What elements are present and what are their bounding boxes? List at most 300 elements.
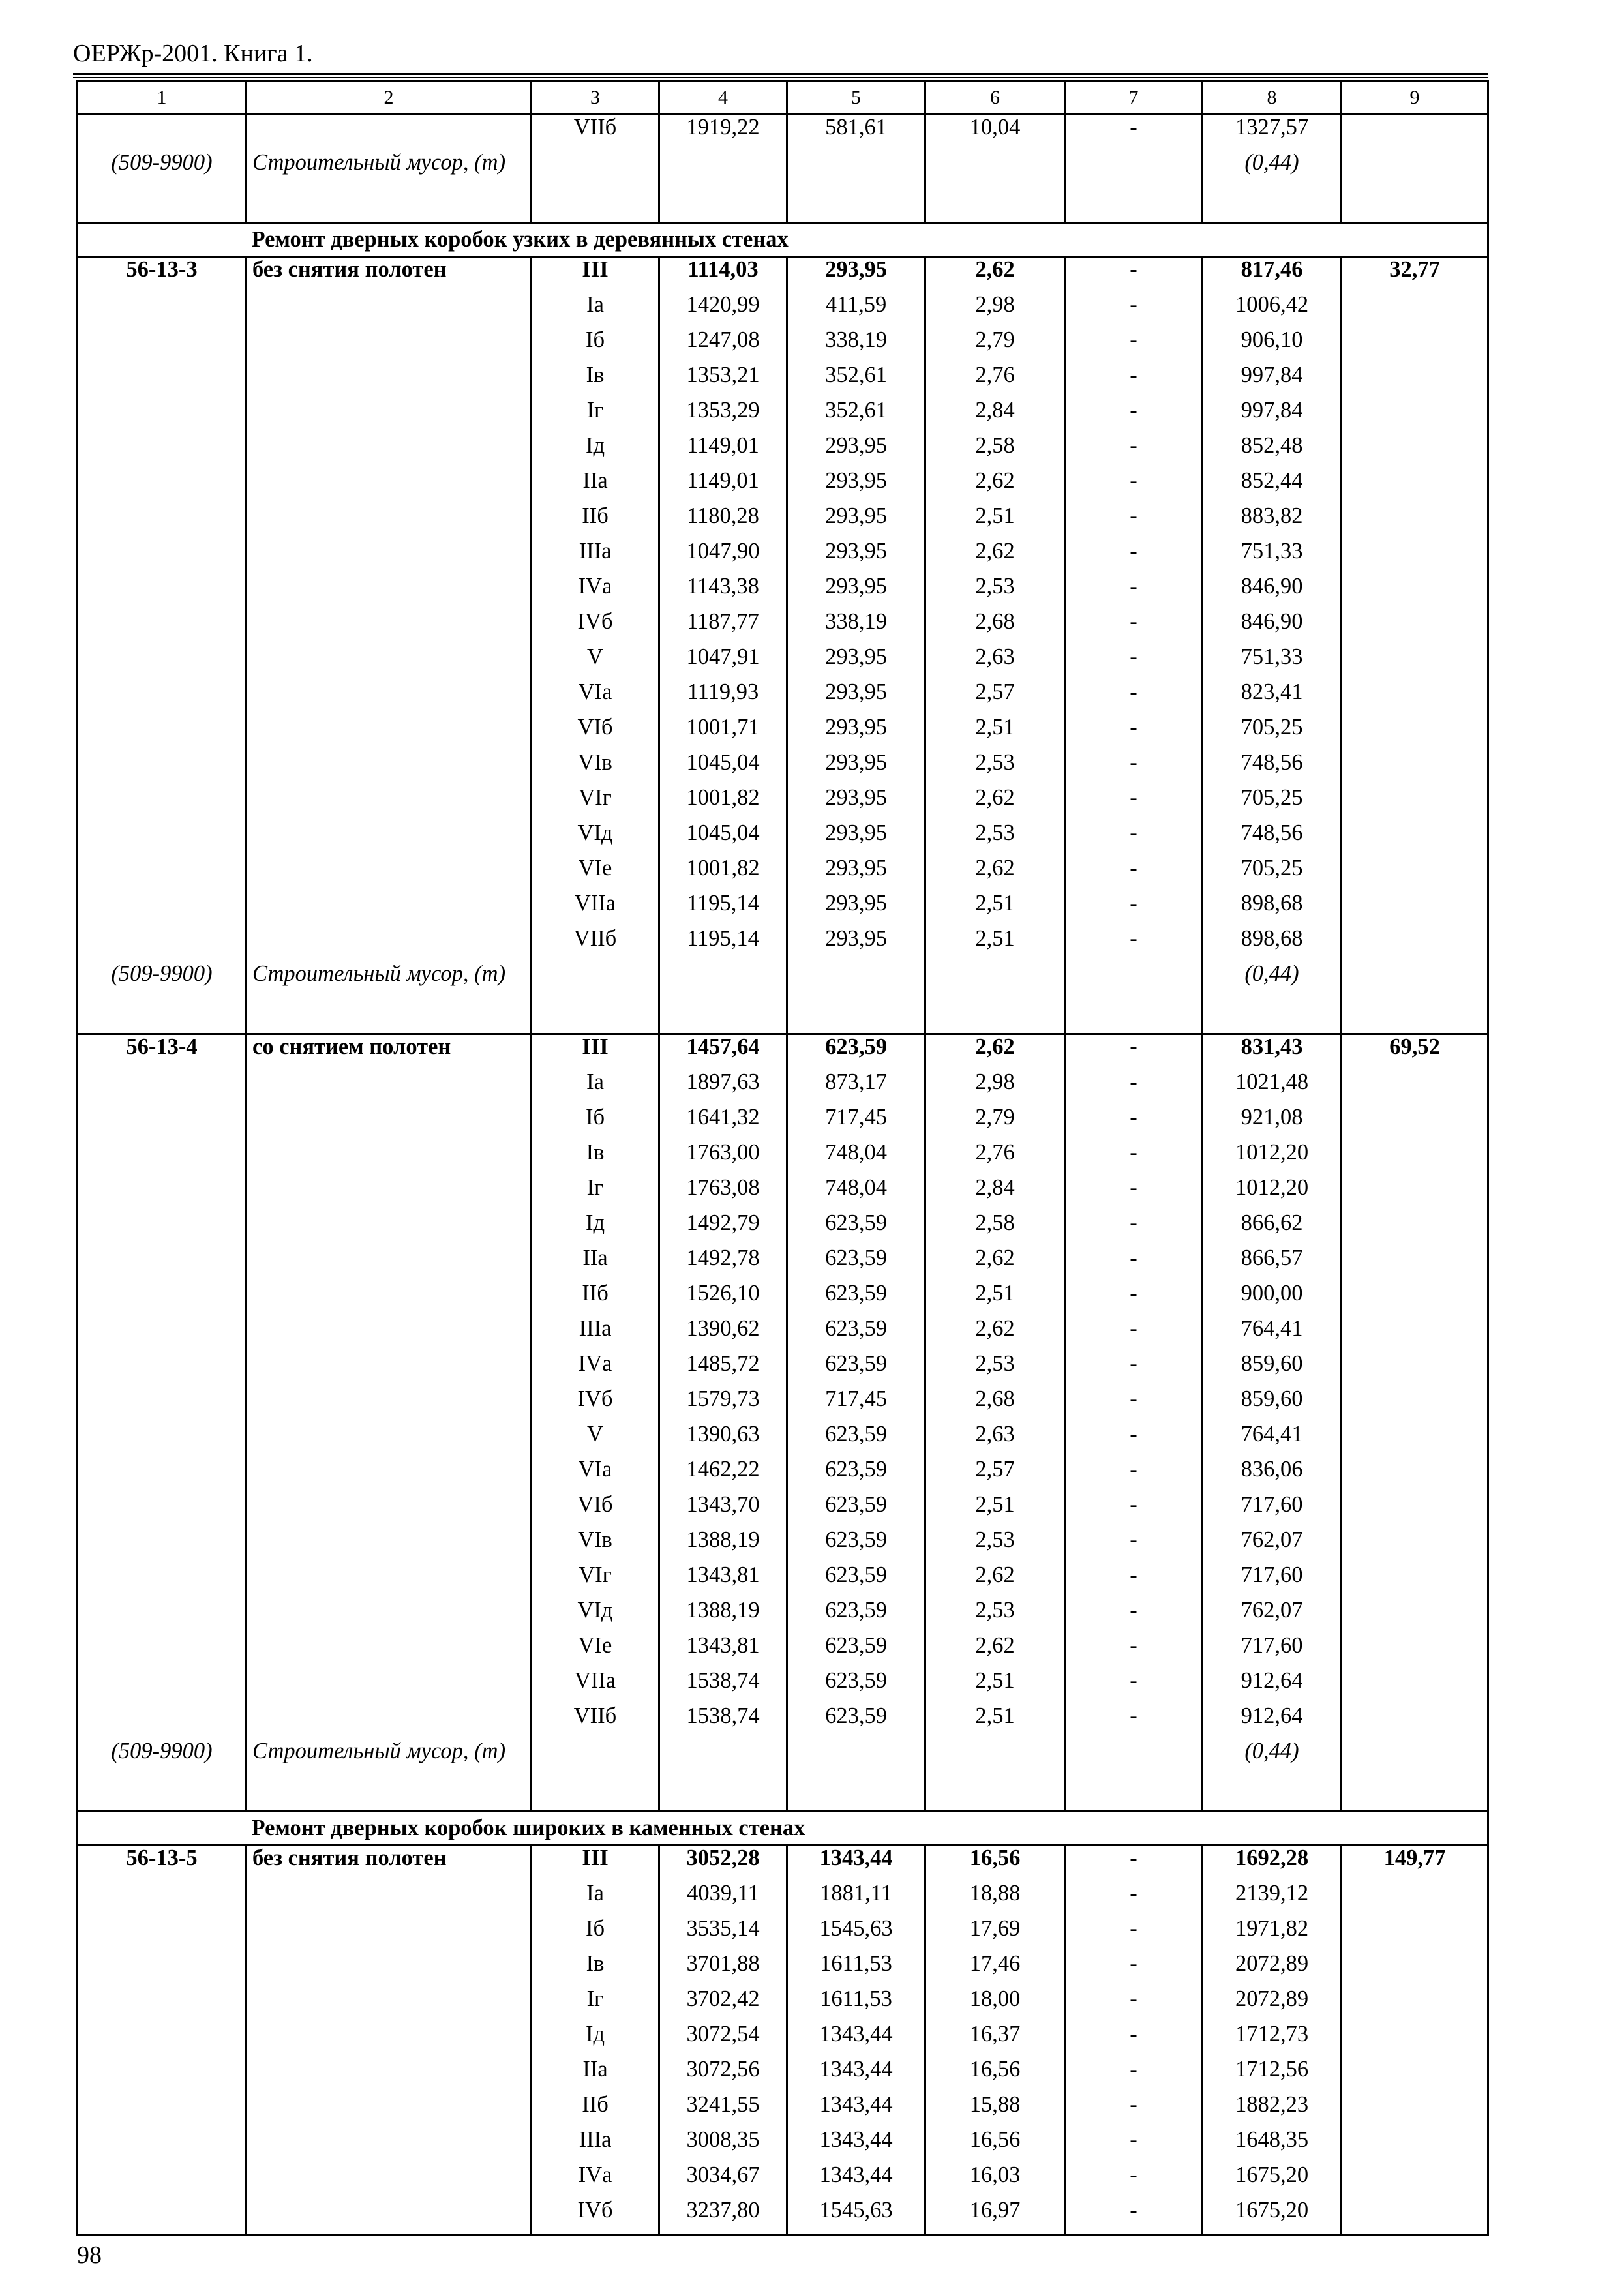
col-number: 4 [659, 82, 787, 115]
zone-cell: IVб [532, 610, 659, 645]
machinist-wage-cell: - [1065, 1070, 1203, 1105]
col-number: 9 [1342, 82, 1488, 115]
machinist-wage-cell: - [1065, 257, 1203, 293]
item-name [247, 2057, 532, 2093]
direct-cost-cell: 3701,88 [659, 1952, 787, 1987]
item-name [247, 398, 532, 434]
machinist-wage-cell: - [1065, 2163, 1203, 2198]
zone-cell: III [532, 257, 659, 293]
item-name [247, 1422, 532, 1458]
machinist-wage-cell: - [1065, 645, 1203, 680]
table-row [78, 610, 1488, 645]
materials-cell: 1327,57 [1203, 115, 1342, 151]
item-name [247, 293, 532, 328]
item-code [78, 1598, 247, 1634]
machinist-wage-cell: - [1065, 1634, 1203, 1669]
direct-cost-cell: 1388,19 [659, 1528, 787, 1563]
wage-cell: 623,59 [787, 1317, 925, 1352]
section-title: Ремонт дверных коробок узких в деревянных стенах [247, 223, 1488, 257]
machine-cell: 2,68 [925, 1387, 1065, 1422]
table-row [78, 786, 1488, 821]
col-number: 2 [247, 82, 532, 115]
empty-cell [925, 151, 1065, 223]
item-code [78, 715, 247, 751]
labor-cost-cell [1342, 1952, 1488, 1987]
machine-cell: 2,53 [925, 1352, 1065, 1387]
machinist-wage-cell: - [1065, 1422, 1203, 1458]
materials-cell: 751,33 [1203, 645, 1342, 680]
machine-cell: 10,04 [925, 115, 1065, 151]
machine-cell: 2,53 [925, 575, 1065, 610]
machinist-wage-cell: - [1065, 1917, 1203, 1952]
table-row [78, 1987, 1488, 2022]
item-code [78, 328, 247, 363]
materials-cell: 2072,89 [1203, 1987, 1342, 2022]
wage-cell: 293,95 [787, 751, 925, 786]
machinist-wage-cell: - [1065, 2057, 1203, 2093]
direct-cost-cell: 1763,00 [659, 1141, 787, 1176]
table-body [78, 82, 1488, 2235]
machine-cell: 18,00 [925, 1987, 1065, 2022]
item-code [78, 2128, 247, 2163]
zone-cell: VIг [532, 1563, 659, 1598]
wage-cell: 1343,44 [787, 2128, 925, 2163]
direct-cost-cell: 1045,04 [659, 821, 787, 856]
direct-cost-cell: 3072,56 [659, 2057, 787, 2093]
zone-cell: IVа [532, 2163, 659, 2198]
item-code [78, 1352, 247, 1387]
materials-cell: 1648,35 [1203, 2128, 1342, 2163]
machinist-wage-cell: - [1065, 1563, 1203, 1598]
wage-cell: 293,95 [787, 434, 925, 469]
labor-cost-cell [1342, 1917, 1488, 1952]
section-empty-cell [78, 223, 247, 257]
machinist-wage-cell: - [1065, 891, 1203, 927]
item-code [78, 1211, 247, 1246]
materials-cell: 859,60 [1203, 1387, 1342, 1422]
machine-cell: 2,51 [925, 1669, 1065, 1704]
materials-cell: 836,06 [1203, 1458, 1342, 1493]
labor-cost-cell [1342, 434, 1488, 469]
item-code [78, 1528, 247, 1563]
zone-cell: V [532, 1422, 659, 1458]
materials-cell: 764,41 [1203, 1317, 1342, 1352]
zone-cell: Iб [532, 328, 659, 363]
direct-cost-cell: 1353,29 [659, 398, 787, 434]
machinist-wage-cell: - [1065, 2128, 1203, 2163]
materials-cell: 1675,20 [1203, 2198, 1342, 2235]
machine-cell: 2,53 [925, 751, 1065, 786]
empty-cell [787, 1739, 925, 1812]
direct-cost-cell: 1897,63 [659, 1070, 787, 1105]
zone-cell: IIа [532, 469, 659, 504]
materials-cell: 1012,20 [1203, 1176, 1342, 1211]
machine-cell: 2,62 [925, 1563, 1065, 1598]
labor-cost-cell [1342, 680, 1488, 715]
labor-cost-cell [1342, 2198, 1488, 2235]
direct-cost-cell: 1457,64 [659, 1034, 787, 1071]
materials-cell: 912,64 [1203, 1669, 1342, 1704]
trash-label-text: Строительный мусор, (т) [252, 961, 506, 986]
item-code [78, 2057, 247, 2093]
empty-cell [532, 151, 659, 223]
col-number: 7 [1065, 82, 1203, 115]
direct-cost-cell: 1180,28 [659, 504, 787, 539]
item-name [247, 2022, 532, 2057]
machinist-wage-cell: - [1065, 293, 1203, 328]
zone-cell: VIIа [532, 1669, 659, 1704]
labor-cost-cell [1342, 786, 1488, 821]
direct-cost-cell: 1485,72 [659, 1352, 787, 1387]
machine-cell: 2,51 [925, 715, 1065, 751]
direct-cost-cell: 3241,55 [659, 2093, 787, 2128]
col-number: 6 [925, 82, 1065, 115]
col-number: 5 [787, 82, 925, 115]
machine-cell: 2,79 [925, 328, 1065, 363]
item-name [247, 1070, 532, 1105]
machine-cell: 16,56 [925, 2057, 1065, 2093]
materials-cell: 898,68 [1203, 891, 1342, 927]
machine-cell: 2,51 [925, 504, 1065, 539]
wage-cell: 1343,44 [787, 2022, 925, 2057]
trash-label [247, 1739, 532, 1812]
machinist-wage-cell: - [1065, 2093, 1203, 2128]
empty-cell [1065, 1739, 1203, 1812]
wage-cell: 748,04 [787, 1141, 925, 1176]
direct-cost-cell: 1149,01 [659, 469, 787, 504]
direct-cost-cell: 1492,79 [659, 1211, 787, 1246]
item-code [78, 115, 247, 151]
materials-cell: 921,08 [1203, 1105, 1342, 1141]
empty-cell [787, 962, 925, 1034]
item-name [247, 539, 532, 575]
direct-cost-cell: 3535,14 [659, 1917, 787, 1952]
item-code [78, 1458, 247, 1493]
labor-cost-cell [1342, 927, 1488, 962]
direct-cost-cell: 1114,03 [659, 257, 787, 293]
labor-cost-cell [1342, 115, 1488, 151]
item-code [78, 1917, 247, 1952]
zone-cell: IIб [532, 504, 659, 539]
machinist-wage-cell: - [1065, 1528, 1203, 1563]
wage-cell: 623,59 [787, 1669, 925, 1704]
wage-cell: 293,95 [787, 786, 925, 821]
item-code [78, 1176, 247, 1211]
item-code [78, 1387, 247, 1422]
machinist-wage-cell: - [1065, 1881, 1203, 1917]
wage-cell: 293,95 [787, 891, 925, 927]
zone-cell: VIд [532, 821, 659, 856]
item-name [247, 1317, 532, 1352]
direct-cost-cell: 1047,90 [659, 539, 787, 575]
wage-cell: 717,45 [787, 1105, 925, 1141]
section-title: Ремонт дверных коробок широких в каменных стенах [247, 1812, 1488, 1846]
item-name [247, 1881, 532, 1917]
table-row [78, 1846, 1488, 1882]
materials-cell: 852,48 [1203, 434, 1342, 469]
item-name [247, 1141, 532, 1176]
machine-cell: 2,79 [925, 1105, 1065, 1141]
zone-cell: Iд [532, 1211, 659, 1246]
labor-cost-cell [1342, 1105, 1488, 1141]
item-code [78, 2163, 247, 2198]
item-code [78, 539, 247, 575]
table-row [78, 328, 1488, 363]
zone-cell: V [532, 645, 659, 680]
zone-cell: VIIб [532, 115, 659, 151]
machine-cell: 2,51 [925, 891, 1065, 927]
labor-cost-cell [1342, 2093, 1488, 2128]
zone-cell: Iв [532, 363, 659, 398]
direct-cost-cell: 1343,81 [659, 1563, 787, 1598]
materials-cell: 1712,56 [1203, 2057, 1342, 2093]
materials-cell: 1692,28 [1203, 1846, 1342, 1882]
table-row [78, 821, 1488, 856]
item-code [78, 363, 247, 398]
materials-cell: 717,60 [1203, 1634, 1342, 1669]
machinist-wage-cell: - [1065, 398, 1203, 434]
table-row [78, 2198, 1488, 2235]
labor-cost-cell [1342, 610, 1488, 645]
machine-cell: 2,62 [925, 856, 1065, 891]
item-code [78, 434, 247, 469]
machine-cell: 2,57 [925, 1458, 1065, 1493]
item-code [78, 2022, 247, 2057]
direct-cost-cell: 1641,32 [659, 1105, 787, 1141]
page-number: 98 [77, 2241, 102, 2269]
item-name [247, 856, 532, 891]
wage-cell: 1881,11 [787, 1881, 925, 1917]
direct-cost-cell: 3237,80 [659, 2198, 787, 2235]
table-row [78, 504, 1488, 539]
wage-cell: 873,17 [787, 1070, 925, 1105]
zone-cell: Iг [532, 1176, 659, 1211]
item-name [247, 1598, 532, 1634]
machine-cell: 16,56 [925, 2128, 1065, 2163]
zone-cell: Iа [532, 293, 659, 328]
zone-cell: Iг [532, 1987, 659, 2022]
labor-cost-cell [1342, 715, 1488, 751]
materials-cell: 748,56 [1203, 821, 1342, 856]
item-name [247, 927, 532, 962]
table-row [78, 363, 1488, 398]
materials-cell: 823,41 [1203, 680, 1342, 715]
labor-cost-cell [1342, 504, 1488, 539]
materials-cell: 1021,48 [1203, 1070, 1342, 1105]
zone-cell: VIб [532, 1493, 659, 1528]
direct-cost-cell: 1195,14 [659, 927, 787, 962]
wage-cell: 1343,44 [787, 2163, 925, 2198]
labor-cost-cell [1342, 363, 1488, 398]
trash-value-text: (0,44) [1244, 961, 1299, 986]
materials-cell: 705,25 [1203, 856, 1342, 891]
direct-cost-cell: 1462,22 [659, 1458, 787, 1493]
zone-cell: VIв [532, 751, 659, 786]
table-row [78, 1141, 1488, 1176]
machinist-wage-cell: - [1065, 821, 1203, 856]
zone-cell: IVб [532, 1387, 659, 1422]
table-row [78, 2093, 1488, 2128]
table-row [78, 293, 1488, 328]
col-number: 8 [1203, 82, 1342, 115]
machinist-wage-cell: - [1065, 680, 1203, 715]
trash-label-text: Строительный мусор, (т) [252, 150, 506, 175]
materials-cell: 997,84 [1203, 363, 1342, 398]
item-code [78, 1141, 247, 1176]
machine-cell: 2,58 [925, 434, 1065, 469]
table-row [78, 751, 1488, 786]
machine-cell: 2,57 [925, 680, 1065, 715]
zone-cell: Iд [532, 434, 659, 469]
table-row [78, 2022, 1488, 2057]
zone-cell: VIа [532, 1458, 659, 1493]
table-row [78, 680, 1488, 715]
machinist-wage-cell: - [1065, 1034, 1203, 1071]
table-row [78, 715, 1488, 751]
item-name [247, 1493, 532, 1528]
zone-cell: VIа [532, 680, 659, 715]
item-name: со снятием полотен [247, 1034, 532, 1071]
item-name [247, 1987, 532, 2022]
zone-cell: Iа [532, 1070, 659, 1105]
item-name [247, 1176, 532, 1211]
direct-cost-cell: 1763,08 [659, 1176, 787, 1211]
direct-cost-cell: 1195,14 [659, 891, 787, 927]
materials-cell: 866,62 [1203, 1211, 1342, 1246]
table-row [78, 1105, 1488, 1141]
direct-cost-cell: 1001,82 [659, 786, 787, 821]
col-number: 3 [532, 82, 659, 115]
labor-cost-cell [1342, 1634, 1488, 1669]
direct-cost-cell: 1143,38 [659, 575, 787, 610]
machine-cell: 2,58 [925, 1211, 1065, 1246]
materials-cell: 1712,73 [1203, 2022, 1342, 2057]
labor-cost-cell [1342, 1070, 1488, 1105]
machinist-wage-cell: - [1065, 1458, 1203, 1493]
item-name [247, 786, 532, 821]
machine-cell: 16,37 [925, 2022, 1065, 2057]
page-header-title: ОЕРЖр-2001. Книга 1. [73, 40, 313, 67]
zone-cell: VIг [532, 786, 659, 821]
materials-cell: 846,90 [1203, 610, 1342, 645]
item-code [78, 293, 247, 328]
item-name [247, 504, 532, 539]
direct-cost-cell: 1001,82 [659, 856, 787, 891]
section-empty-cell [78, 1812, 247, 1846]
trash-row [78, 151, 1488, 223]
machine-cell: 2,98 [925, 1070, 1065, 1105]
machinist-wage-cell: - [1065, 1317, 1203, 1352]
machinist-wage-cell: - [1065, 1846, 1203, 1882]
materials-cell: 705,25 [1203, 786, 1342, 821]
trash-label [247, 962, 532, 1034]
materials-cell: 762,07 [1203, 1598, 1342, 1634]
item-name [247, 715, 532, 751]
item-name [247, 1352, 532, 1387]
table-row [78, 1387, 1488, 1422]
trash-code [78, 962, 247, 1034]
zone-cell: IIа [532, 2057, 659, 2093]
materials-cell: 898,68 [1203, 927, 1342, 962]
item-name [247, 1563, 532, 1598]
wage-cell: 623,59 [787, 1704, 925, 1739]
machine-cell: 2,76 [925, 1141, 1065, 1176]
materials-cell: 1675,20 [1203, 2163, 1342, 2198]
item-name [247, 1917, 532, 1952]
machine-cell: 2,53 [925, 821, 1065, 856]
machinist-wage-cell: - [1065, 856, 1203, 891]
wage-cell: 1343,44 [787, 2093, 925, 2128]
table-row [78, 1034, 1488, 1071]
direct-cost-cell: 1538,74 [659, 1704, 787, 1739]
empty-cell [787, 151, 925, 223]
header-rule-thin [73, 77, 1488, 78]
machine-cell: 2,63 [925, 645, 1065, 680]
direct-cost-cell: 1119,93 [659, 680, 787, 715]
item-name [247, 1458, 532, 1493]
zone-cell: IIб [532, 2093, 659, 2128]
table-row [78, 398, 1488, 434]
item-code: 56-13-5 [78, 1846, 247, 1882]
wage-cell: 581,61 [787, 115, 925, 151]
labor-cost-cell [1342, 751, 1488, 786]
wage-cell: 293,95 [787, 821, 925, 856]
empty-cell [659, 1739, 787, 1812]
labor-cost-cell [1342, 1352, 1488, 1387]
table-row [78, 856, 1488, 891]
labor-cost-cell [1342, 891, 1488, 927]
wage-cell: 352,61 [787, 363, 925, 398]
materials-cell: 1882,23 [1203, 2093, 1342, 2128]
item-code [78, 2093, 247, 2128]
direct-cost-cell: 1047,91 [659, 645, 787, 680]
labor-cost-cell [1342, 1669, 1488, 1704]
item-code [78, 1281, 247, 1317]
direct-cost-cell: 1390,63 [659, 1422, 787, 1458]
table-row [78, 1563, 1488, 1598]
machinist-wage-cell: - [1065, 328, 1203, 363]
wage-cell: 293,95 [787, 715, 925, 751]
zone-cell: IIб [532, 1281, 659, 1317]
empty-cell [925, 962, 1065, 1034]
wage-cell: 623,59 [787, 1528, 925, 1563]
table-row [78, 1352, 1488, 1387]
table-row [78, 645, 1488, 680]
labor-cost-cell [1342, 1211, 1488, 1246]
labor-cost-cell [1342, 1141, 1488, 1176]
machinist-wage-cell: - [1065, 115, 1203, 151]
wage-cell: 623,59 [787, 1598, 925, 1634]
zone-cell: IIIа [532, 2128, 659, 2163]
machinist-wage-cell: - [1065, 1493, 1203, 1528]
item-name [247, 891, 532, 927]
item-name [247, 1246, 532, 1281]
machine-cell: 2,98 [925, 293, 1065, 328]
empty-cell [1342, 1739, 1488, 1812]
zone-cell: VIIа [532, 891, 659, 927]
section-header-row [78, 1812, 1488, 1846]
item-code [78, 1563, 247, 1598]
zone-cell: Iб [532, 1917, 659, 1952]
wage-cell: 623,59 [787, 1634, 925, 1669]
materials-cell: 883,82 [1203, 504, 1342, 539]
direct-cost-cell: 4039,11 [659, 1881, 787, 1917]
labor-cost-cell [1342, 1281, 1488, 1317]
wage-cell: 338,19 [787, 610, 925, 645]
machine-cell: 18,88 [925, 1881, 1065, 1917]
machine-cell: 2,62 [925, 257, 1065, 293]
item-name [247, 645, 532, 680]
